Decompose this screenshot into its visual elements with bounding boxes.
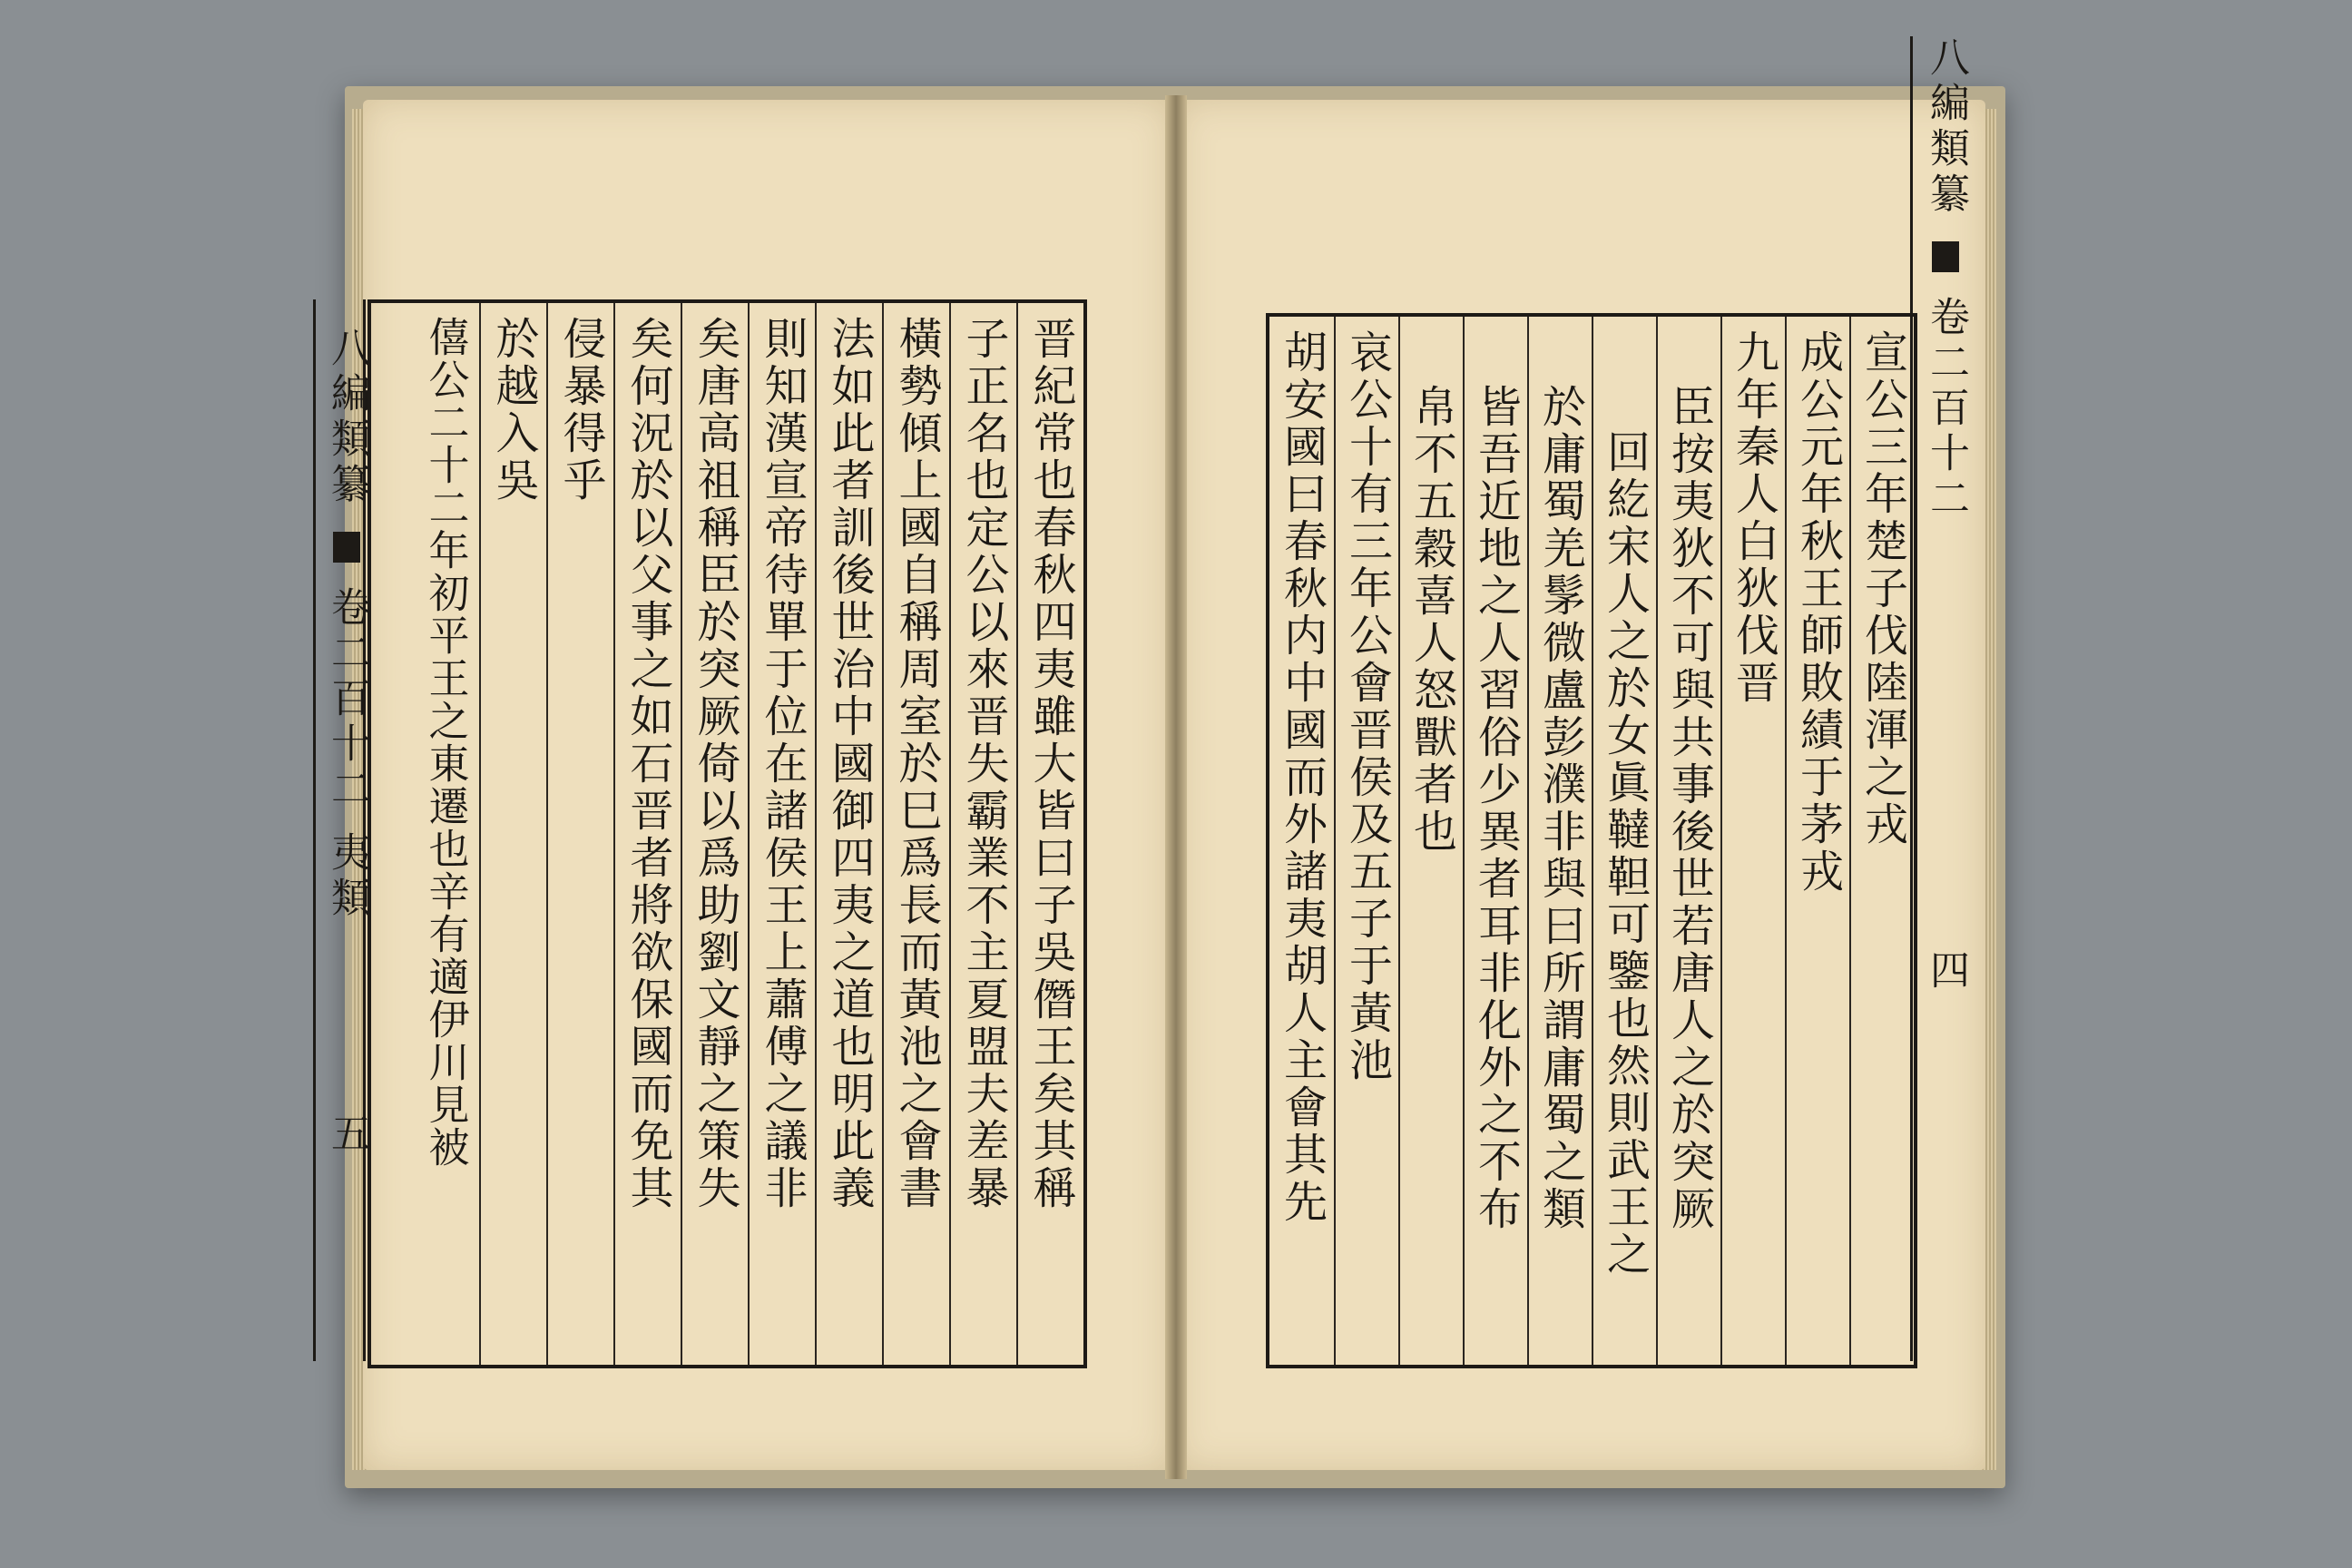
left-text-frame — [368, 299, 1087, 1368]
right-column-4 — [1656, 317, 1720, 1365]
left-banxin-title: 八編類纂 — [324, 327, 370, 508]
right-fish-tail — [1932, 241, 1959, 272]
left-column-7 — [613, 303, 681, 1365]
right-banxin-title: 八編類纂 — [1923, 36, 1969, 218]
right-column-10 — [1269, 317, 1334, 1365]
right-column-7-text: 皆吾近地之人習俗少異者耳非化外之不布 — [1470, 384, 1522, 1233]
left-column-7-text: 矣何況於以父事之如石晋者將欲保國而免其 — [622, 316, 673, 1212]
left-banxin-rule-outer — [313, 299, 316, 1361]
right-column-6 — [1527, 317, 1592, 1365]
left-banxin-juan: 卷二百十二 — [324, 586, 370, 813]
left-column-1 — [1016, 303, 1083, 1365]
right-column-6-text: 於庸蜀羌髳微盧彭濮非與曰所謂庸蜀之類 — [1534, 384, 1586, 1233]
right-folio-number: 四 — [1923, 949, 1969, 995]
right-text-frame — [1266, 313, 1917, 1368]
left-column-9-text: 於越入吳 — [488, 316, 539, 505]
right-column-9-text: 哀公十有三年公會晋侯及五子于黃池 — [1341, 329, 1393, 1084]
left-column-8 — [546, 303, 613, 1365]
right-column-5 — [1592, 317, 1656, 1365]
right-column-3-text: 九年秦人白狄伐晋 — [1728, 329, 1779, 707]
left-folio-number: 五 — [324, 1112, 370, 1158]
right-column-9 — [1334, 317, 1398, 1365]
right-column-2-text: 成公元年秋王師敗績于茅戎 — [1792, 329, 1844, 896]
left-column-10 — [412, 303, 479, 1365]
left-column-4-text: 法如此者訓後世治中國御四夷之道也明此義 — [824, 316, 875, 1212]
left-column-9 — [479, 303, 546, 1365]
left-column-5-text: 則知漢宣帝待單于位在諸侯王上蕭傅之議非 — [757, 316, 808, 1212]
left-column-10-text: 僖公二十二年初平王之東遷也辛有適伊川見被 — [421, 316, 470, 1169]
right-column-8 — [1398, 317, 1463, 1365]
right-column-1-text: 宣公三年楚子伐陸渾之戎 — [1857, 329, 1908, 848]
left-column-1-text: 晋紀常也春秋四夷雖大皆曰子吳僭王矣其稱 — [1025, 316, 1076, 1212]
left-fish-tail — [333, 532, 360, 563]
left-column-2-text: 子正名也定公以來晋失霸業不主夏盟夫差暴 — [958, 316, 1009, 1212]
left-column-8-text: 侵暴得乎 — [555, 316, 606, 505]
right-column-10-text: 胡安國曰春秋内中國而外諸夷胡人主會其先 — [1276, 329, 1328, 1226]
left-column-5 — [748, 303, 815, 1365]
right-column-1 — [1849, 317, 1914, 1365]
right-banxin — [1916, 36, 1975, 995]
left-column-3 — [882, 303, 949, 1365]
right-column-4-text: 臣按夷狄不可與共事後世若唐人之於突厥 — [1663, 384, 1715, 1233]
left-column-6 — [681, 303, 748, 1365]
right-column-8-text: 帛不五穀喜人怒獸者也 — [1406, 384, 1457, 856]
right-column-5-text: 回紇宋人之於女眞韃靼可鑒也然則武王之 — [1599, 429, 1651, 1279]
left-column-3-text: 橫勢傾上國自稱周室於巳爲長而黃池之會書 — [891, 316, 942, 1212]
right-column-2 — [1785, 317, 1849, 1365]
left-banxin-section: 夷類 — [324, 831, 370, 922]
left-column-2 — [949, 303, 1016, 1365]
book-gutter — [1165, 95, 1187, 1479]
right-banxin-juan: 卷二百十二 — [1923, 296, 1969, 523]
right-banxin-rule-inner — [1910, 36, 1913, 1361]
right-column-7 — [1463, 317, 1527, 1365]
right-column-3 — [1720, 317, 1785, 1365]
left-column-6-text: 矣唐高祖稱臣於突厥倚以爲助劉文靜之策失 — [690, 316, 740, 1212]
left-column-4 — [815, 303, 882, 1365]
